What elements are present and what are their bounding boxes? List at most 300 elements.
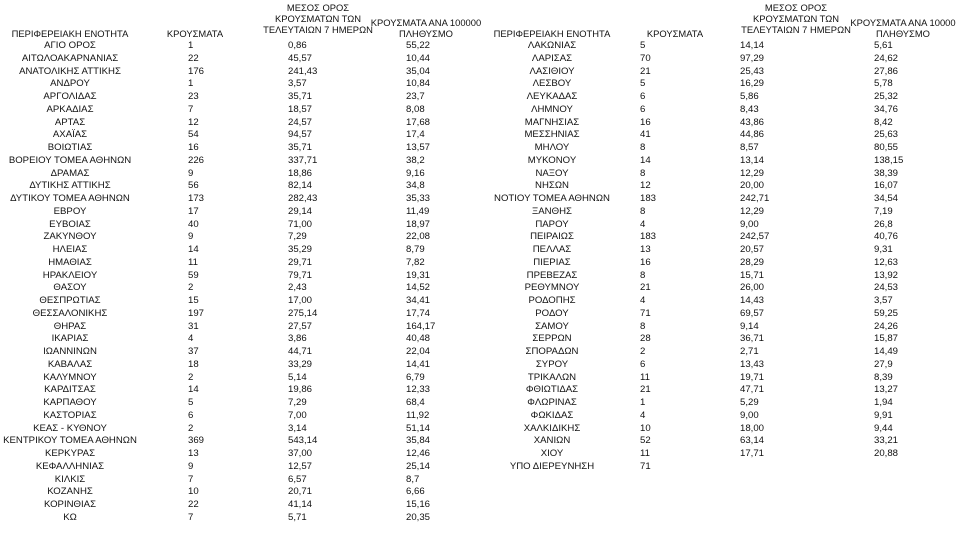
cell-avg: 2,43 (288, 282, 307, 294)
table-row (490, 257, 960, 270)
cell-rate: 40,76 (874, 231, 899, 243)
cell-name: ΔΥΤΙΚΗΣ ΑΤΤΙΚΗΣ (29, 180, 111, 192)
header-cases-right: ΚΡΟΥΣΜΑΤΑ (646, 28, 704, 39)
cell-rate: 68,4 (406, 397, 425, 408)
cell-cases: 7 (188, 473, 194, 485)
cell-cases: 183 (640, 231, 657, 243)
cell-name: ΣΑΜΟΥ (535, 320, 569, 332)
cell-name: ΜΑΓΝΗΣΙΑΣ (524, 116, 580, 128)
cell-name: ΝΑΞΟΥ (535, 167, 569, 179)
cell-avg: 20,00 (740, 180, 765, 192)
cell-cases: 52 (640, 435, 651, 447)
cell-rate: 6,66 (406, 486, 425, 498)
header-region: ΠΕΡΙΦΕΡΕΙΑΚΗ ΕΝΟΤΗΤΑ (11, 28, 129, 39)
cell-name: ΘΑΣΟΥ (53, 282, 87, 294)
table-row (490, 308, 960, 321)
cell-rate: 35,33 (406, 193, 431, 204)
cell-rate: 15,87 (874, 333, 899, 345)
cell-name: ΚΑΡΠΑΘΟΥ (43, 397, 97, 408)
cell-avg: 19,86 (288, 384, 313, 396)
table-row (0, 435, 480, 448)
cell-cases: 9 (188, 167, 194, 179)
table-row (490, 410, 960, 423)
cell-cases: 16 (640, 116, 651, 128)
cell-cases: 56 (188, 180, 199, 192)
cell-rate: 13,57 (406, 142, 431, 153)
cell-rate: 8,08 (406, 103, 425, 115)
cell-rate: 6,79 (406, 371, 425, 383)
cell-rate: 25,14 (406, 460, 431, 472)
cell-rate: 138,15 (874, 154, 904, 166)
cell-avg: 3,86 (288, 333, 307, 345)
header-rate (366, 17, 486, 39)
cell-cases: 197 (188, 307, 205, 319)
table-row (490, 231, 960, 244)
header-avg-line2: ΚΡΟΥΣΜΑΤΩΝ ΤΩΝ (274, 13, 362, 24)
table-row (0, 231, 480, 244)
table-row (490, 282, 960, 295)
cell-cases: 5 (640, 78, 646, 90)
table-row (0, 359, 480, 372)
cell-rate: 12,63 (874, 256, 899, 268)
cell-rate: 34,76 (874, 103, 899, 115)
table-row (490, 270, 960, 283)
cell-rate: 19,31 (406, 269, 431, 281)
cell-cases: 6 (640, 358, 646, 370)
right-rows (490, 40, 960, 474)
cell-name: ΑΙΤΩΛΟΑΚΑΡΝΑΝΙΑΣ (21, 52, 119, 64)
table-row (490, 142, 960, 155)
cell-avg: 29,71 (288, 256, 313, 268)
table-row (0, 474, 480, 487)
left-rows (0, 40, 480, 525)
cell-avg: 13,43 (740, 358, 765, 370)
cell-rate: 9,31 (874, 244, 893, 255)
table-row (0, 486, 480, 499)
cell-rate: 23,7 (406, 91, 425, 102)
cell-cases: 15 (188, 295, 199, 306)
header-rate-line2: ΠΛΗΘΥΣΜΟ (399, 28, 453, 39)
cell-cases: 10 (188, 486, 199, 498)
cell-name: ΘΗΡΑΣ (53, 320, 87, 332)
cell-name: ΑΝΑΤΟΛΙΚΗΣ ΑΤΤΙΚΗΣ (19, 65, 121, 77)
cell-name: ΛΕΣΒΟΥ (532, 78, 572, 90)
table-row (0, 346, 480, 359)
cell-cases: 6 (640, 103, 646, 115)
table-row (490, 117, 960, 130)
header-rate-right-line1: ΚΡΟΥΣΜΑΤΑ ΑΝΑ 10000 (850, 17, 956, 28)
cell-rate: 24,53 (874, 282, 899, 294)
cell-avg: 242,57 (740, 231, 770, 243)
table-row (0, 384, 480, 397)
cell-cases: 11 (640, 371, 650, 383)
table-row (490, 372, 960, 385)
cell-avg: 26,00 (740, 282, 765, 294)
cell-name: ΔΥΤΙΚΟΥ ΤΟΜΕΑ ΑΘΗΝΩΝ (10, 193, 130, 204)
cell-rate: 8,42 (874, 116, 893, 128)
cell-avg: 37,00 (288, 448, 313, 459)
cell-rate: 17,74 (406, 307, 431, 319)
table-row (0, 295, 480, 308)
cell-rate: 35,84 (406, 435, 431, 447)
table-row (490, 359, 960, 372)
table-row (0, 461, 480, 474)
cell-cases: 13 (188, 448, 199, 459)
cell-cases: 4 (640, 295, 646, 306)
cell-avg: 275,14 (288, 307, 318, 319)
cell-cases: 8 (640, 167, 646, 179)
table-row (0, 397, 480, 410)
cell-name: ΥΠΟ ΔΙΕΡΕΥΝΗΣΗ (509, 460, 595, 472)
table-row (0, 448, 480, 461)
cell-cases: 2 (188, 371, 194, 383)
table-row (490, 448, 960, 461)
table-row (0, 193, 480, 206)
header-avg-right-line2: ΚΡΟΥΣΜΑΤΩΝ ΤΩΝ (752, 13, 840, 24)
cell-cases: 4 (640, 218, 646, 230)
cell-avg: 45,57 (288, 52, 313, 64)
cell-name: ΡΕΘΥΜΝΟΥ (524, 282, 580, 294)
table-row (490, 104, 960, 117)
cell-rate: 11,92 (406, 409, 430, 421)
cell-avg: 33,29 (288, 358, 313, 370)
cell-avg: 16,29 (740, 78, 765, 90)
header-avg-right-line1: ΜΕΣΟΣ ΟΡΟΣ (764, 2, 828, 13)
cell-avg: 17,71 (740, 448, 765, 459)
cell-name: ΘΕΣΠΡΩΤΙΑΣ (39, 295, 101, 306)
cell-name: ΚΑΛΥΜΝΟΥ (43, 371, 97, 383)
cell-rate: 9,16 (406, 167, 425, 179)
table-row (0, 244, 480, 257)
cell-name: ΜΕΣΣΗΝΙΑΣ (524, 129, 580, 141)
cell-cases: 2 (188, 282, 194, 294)
cell-name: ΕΒΡΟΥ (53, 205, 87, 217)
cell-rate: 40,48 (406, 333, 431, 345)
cell-rate: 7,19 (874, 205, 893, 217)
cell-name: ΜΥΚΟΝΟΥ (527, 154, 577, 166)
table-row (0, 66, 480, 79)
cell-avg: 3,14 (288, 422, 307, 434)
cell-avg: 35,29 (288, 244, 313, 255)
cell-avg: 63,14 (740, 435, 765, 447)
cell-name: ΠΡΕΒΕΖΑΣ (526, 269, 578, 281)
table-row (490, 346, 960, 359)
cell-rate: 38,39 (874, 167, 899, 179)
cell-name: ΙΩΑΝΝΙΝΩΝ (43, 346, 97, 357)
cell-avg: 19,71 (740, 371, 765, 383)
cell-rate: 24,62 (874, 52, 899, 64)
cell-rate: 22,08 (406, 231, 431, 243)
table-row (0, 180, 480, 193)
table-row (0, 104, 480, 117)
cell-avg: 7,29 (288, 397, 307, 408)
cell-rate: 9,91 (874, 409, 893, 421)
cell-avg: 28,29 (740, 256, 765, 268)
table-row (490, 193, 960, 206)
cell-rate: 55,22 (406, 40, 431, 51)
cell-rate: 16,07 (874, 180, 899, 192)
cell-rate: 7,82 (406, 256, 425, 268)
cell-avg: 18,00 (740, 422, 765, 434)
cell-name: ΦΛΩΡΙΝΑΣ (527, 397, 577, 408)
cell-avg: 14,43 (740, 295, 765, 306)
cell-avg: 9,14 (740, 320, 759, 332)
cell-rate: 24,26 (874, 320, 899, 332)
cell-name: ΛΗΜΝΟΥ (531, 103, 573, 115)
cell-name: ΕΥΒΟΙΑΣ (49, 218, 91, 230)
cell-name: ΒΟΡΕΙΟΥ ΤΟΜΕΑ ΑΘΗΝΩΝ (8, 154, 132, 166)
cell-avg: 5,71 (288, 511, 307, 523)
cell-cases: 22 (188, 52, 199, 64)
cell-avg: 27,57 (288, 320, 313, 332)
cell-avg: 2,71 (740, 346, 759, 357)
cell-name: ΒΟΙΩΤΙΑΣ (47, 142, 93, 153)
cell-rate: 25,63 (874, 129, 899, 141)
cell-cases: 1 (188, 78, 194, 90)
cell-cases: 17 (188, 205, 199, 217)
cell-cases: 1 (188, 40, 194, 51)
cell-avg: 97,29 (740, 52, 765, 64)
cell-name: ΑΧΑΪΑΣ (52, 129, 88, 141)
cell-rate: 12,33 (406, 384, 431, 396)
cell-avg: 282,43 (288, 193, 318, 204)
cell-name: ΣΠΟΡΑΔΩΝ (525, 346, 579, 357)
cell-avg: 71,00 (288, 218, 313, 230)
cell-cases: 8 (640, 320, 646, 332)
cell-rate: 8,79 (406, 244, 425, 255)
cell-name: ΚΑΡΔΙΤΣΑΣ (44, 384, 96, 396)
table-row (0, 423, 480, 436)
table-row (490, 155, 960, 168)
table-row (0, 270, 480, 283)
cell-avg: 29,14 (288, 205, 313, 217)
table-row (0, 142, 480, 155)
cell-rate: 1,94 (874, 397, 893, 408)
cell-cases: 8 (640, 269, 646, 281)
cell-avg: 12,29 (740, 167, 765, 179)
cell-avg: 12,57 (288, 460, 313, 472)
cell-avg: 9,00 (740, 218, 759, 230)
cell-cases: 6 (640, 91, 646, 102)
cell-name: ΚΑΣΤΟΡΙΑΣ (43, 409, 97, 421)
table-row (0, 512, 480, 525)
table-row (490, 180, 960, 193)
cell-name: ΠΙΕΡΙΑΣ (533, 256, 571, 268)
cell-name: ΜΗΛΟΥ (534, 142, 570, 153)
header-rate-right-line2: ΠΛΗΘΥΣΜΟ (876, 28, 930, 39)
cell-rate: 5,61 (874, 40, 893, 51)
cell-name: ΚΕΡΚΥΡΑΣ (44, 448, 95, 459)
cell-cases: 173 (188, 193, 205, 204)
cell-name: ΛΑΣΙΘΙΟΥ (529, 65, 575, 77)
cell-rate: 17,68 (406, 116, 431, 128)
cell-rate: 20,88 (874, 448, 899, 459)
cell-cases: 7 (188, 103, 194, 115)
cell-avg: 337,71 (288, 154, 318, 166)
table-row (490, 435, 960, 448)
cell-rate: 22,04 (406, 346, 431, 357)
cell-name: ΣΥΡΟΥ (535, 358, 569, 370)
table-row (490, 333, 960, 346)
cell-cases: 7 (188, 511, 194, 523)
cell-avg: 94,57 (288, 129, 313, 141)
cell-avg: 7,00 (288, 409, 307, 421)
cell-name: ΛΕΥΚΑΔΑΣ (526, 91, 578, 102)
cell-cases: 369 (188, 435, 205, 447)
header-avg-right (736, 2, 856, 35)
table-row (0, 282, 480, 295)
cell-cases: 21 (640, 384, 651, 396)
table-row (0, 91, 480, 104)
cell-rate: 9,44 (874, 422, 893, 434)
cell-name: ΚΩ (63, 511, 77, 523)
cell-cases: 176 (188, 65, 205, 77)
cell-avg: 7,29 (288, 231, 307, 243)
cell-name: ΚΑΒΑΛΑΣ (47, 358, 93, 370)
cell-rate: 80,55 (874, 142, 899, 153)
table-row (0, 333, 480, 346)
table-row (490, 91, 960, 104)
cell-avg: 543,14 (288, 435, 318, 447)
cell-cases: 21 (640, 282, 651, 294)
cell-rate: 14,41 (406, 358, 431, 370)
table-row (0, 117, 480, 130)
table-row (0, 40, 480, 53)
cell-name: ΑΝΔΡΟΥ (50, 78, 90, 90)
cell-name: ΚΕΦΑΛΛΗΝΙΑΣ (35, 460, 105, 472)
cell-name: ΧΑΝΙΩΝ (533, 435, 571, 447)
cell-avg: 82,14 (288, 180, 313, 192)
cell-cases: 8 (640, 142, 646, 153)
cell-name: ΡΟΔΟΠΗΣ (528, 295, 576, 306)
cell-name: ΚΕΝΤΡΙΚΟΥ ΤΟΜΕΑ ΑΘΗΝΩΝ (3, 435, 137, 447)
cell-rate: 14,49 (874, 346, 899, 357)
cell-rate: 14,52 (406, 282, 431, 294)
cell-rate: 27,86 (874, 65, 899, 77)
cell-avg: 17,00 (288, 295, 313, 306)
table-row (490, 321, 960, 334)
cell-cases: 226 (188, 154, 205, 166)
cell-rate: 38,2 (406, 154, 425, 166)
cell-avg: 3,57 (288, 78, 307, 90)
cell-avg: 242,71 (740, 193, 770, 204)
cell-name: ΚΕΑΣ - ΚΥΘΝΟΥ (33, 422, 107, 434)
cell-avg: 15,71 (740, 269, 765, 281)
cell-rate: 10,84 (406, 78, 431, 90)
cell-rate: 13,92 (874, 269, 899, 281)
cell-name: ΠΑΡΟΥ (535, 218, 569, 230)
cell-cases: 14 (188, 384, 199, 396)
table-row (490, 423, 960, 436)
table-row (490, 384, 960, 397)
table-row (490, 40, 960, 53)
cell-name: ΠΕΙΡΑΙΩΣ (530, 231, 574, 243)
cell-rate: 12,46 (406, 448, 431, 459)
table-row (0, 372, 480, 385)
cell-cases: 4 (640, 409, 646, 421)
cell-avg: 36,71 (740, 333, 765, 345)
cell-rate: 25,32 (874, 91, 899, 102)
cell-cases: 16 (640, 256, 651, 268)
cell-name: ΡΟΔΟΥ (535, 307, 569, 319)
cell-cases: 10 (640, 422, 651, 434)
cell-name: ΚΟΡΙΝΘΙΑΣ (43, 499, 97, 510)
table-row (0, 410, 480, 423)
table-row (490, 244, 960, 257)
cell-rate: 51,14 (406, 422, 431, 434)
cell-name: ΤΡΙΚΑΛΩΝ (527, 371, 577, 383)
cell-name: ΝΟΤΙΟΥ ΤΟΜΕΑ ΑΘΗΝΩΝ (494, 193, 610, 204)
table-row (490, 129, 960, 142)
cell-cases: 2 (188, 422, 194, 434)
cell-avg: 6,57 (288, 473, 307, 485)
cell-rate: 8,39 (874, 371, 893, 383)
cell-cases: 12 (188, 116, 199, 128)
cell-rate: 35,04 (406, 65, 431, 77)
table-row (490, 53, 960, 66)
cell-avg: 20,57 (740, 244, 765, 255)
table-row (0, 155, 480, 168)
header-avg-line3: ΤΕΛΕΥΤΑΙΩΝ 7 ΗΜΕΡΩΝ (263, 24, 373, 35)
cell-cases: 5 (188, 397, 194, 408)
table-row (0, 308, 480, 321)
cell-cases: 9 (188, 231, 194, 243)
cell-cases: 31 (188, 320, 199, 332)
table-row (0, 499, 480, 512)
cell-rate: 34,41 (406, 295, 431, 306)
cell-name: ΚΙΛΚΙΣ (54, 473, 86, 485)
table-row (490, 78, 960, 91)
cell-name: ΘΕΣΣΑΛΟΝΙΚΗΣ (32, 307, 108, 319)
cell-avg: 79,71 (288, 269, 313, 281)
cell-cases: 23 (188, 91, 199, 102)
table-row (490, 168, 960, 181)
table-row (490, 219, 960, 232)
cell-name: ΣΕΡΡΩΝ (532, 333, 572, 345)
cell-cases: 14 (640, 154, 651, 166)
cell-rate: 18,97 (406, 218, 431, 230)
header-region-right: ΠΕΡΙΦΕΡΕΙΑΚΗ ΕΝΟΤΗΤΑ (493, 28, 611, 39)
cell-avg: 0,86 (288, 40, 307, 51)
cell-avg: 44,86 (740, 129, 765, 141)
cell-rate: 8,7 (406, 473, 420, 485)
cell-name: ΠΕΛΛΑΣ (532, 244, 572, 255)
cell-cases: 6 (188, 409, 194, 421)
cell-rate: 26,8 (874, 218, 893, 230)
cell-name: ΛΑΡΙΣΑΣ (531, 52, 573, 64)
header-avg (258, 2, 378, 35)
cell-name: ΛΑΚΩΝΙΑΣ (527, 40, 577, 51)
cell-cases: 13 (640, 244, 651, 255)
cell-avg: 35,71 (288, 142, 313, 153)
cell-rate: 17,4 (406, 129, 425, 141)
cell-avg: 41,14 (288, 499, 313, 510)
cell-name: ΧΙΟΥ (540, 448, 564, 459)
cell-avg: 43,86 (740, 116, 765, 128)
table-row (0, 321, 480, 334)
table-row (0, 257, 480, 270)
cell-rate: 20,35 (406, 511, 431, 523)
cell-cases: 41 (640, 129, 651, 141)
cell-cases: 21 (640, 65, 651, 77)
cell-avg: 5,29 (740, 397, 759, 408)
cell-cases: 71 (640, 460, 651, 472)
cell-avg: 44,71 (288, 346, 313, 357)
cell-cases: 71 (640, 307, 651, 319)
cell-avg: 18,57 (288, 103, 313, 115)
cell-cases: 9 (188, 460, 194, 472)
cell-cases: 59 (188, 269, 199, 281)
